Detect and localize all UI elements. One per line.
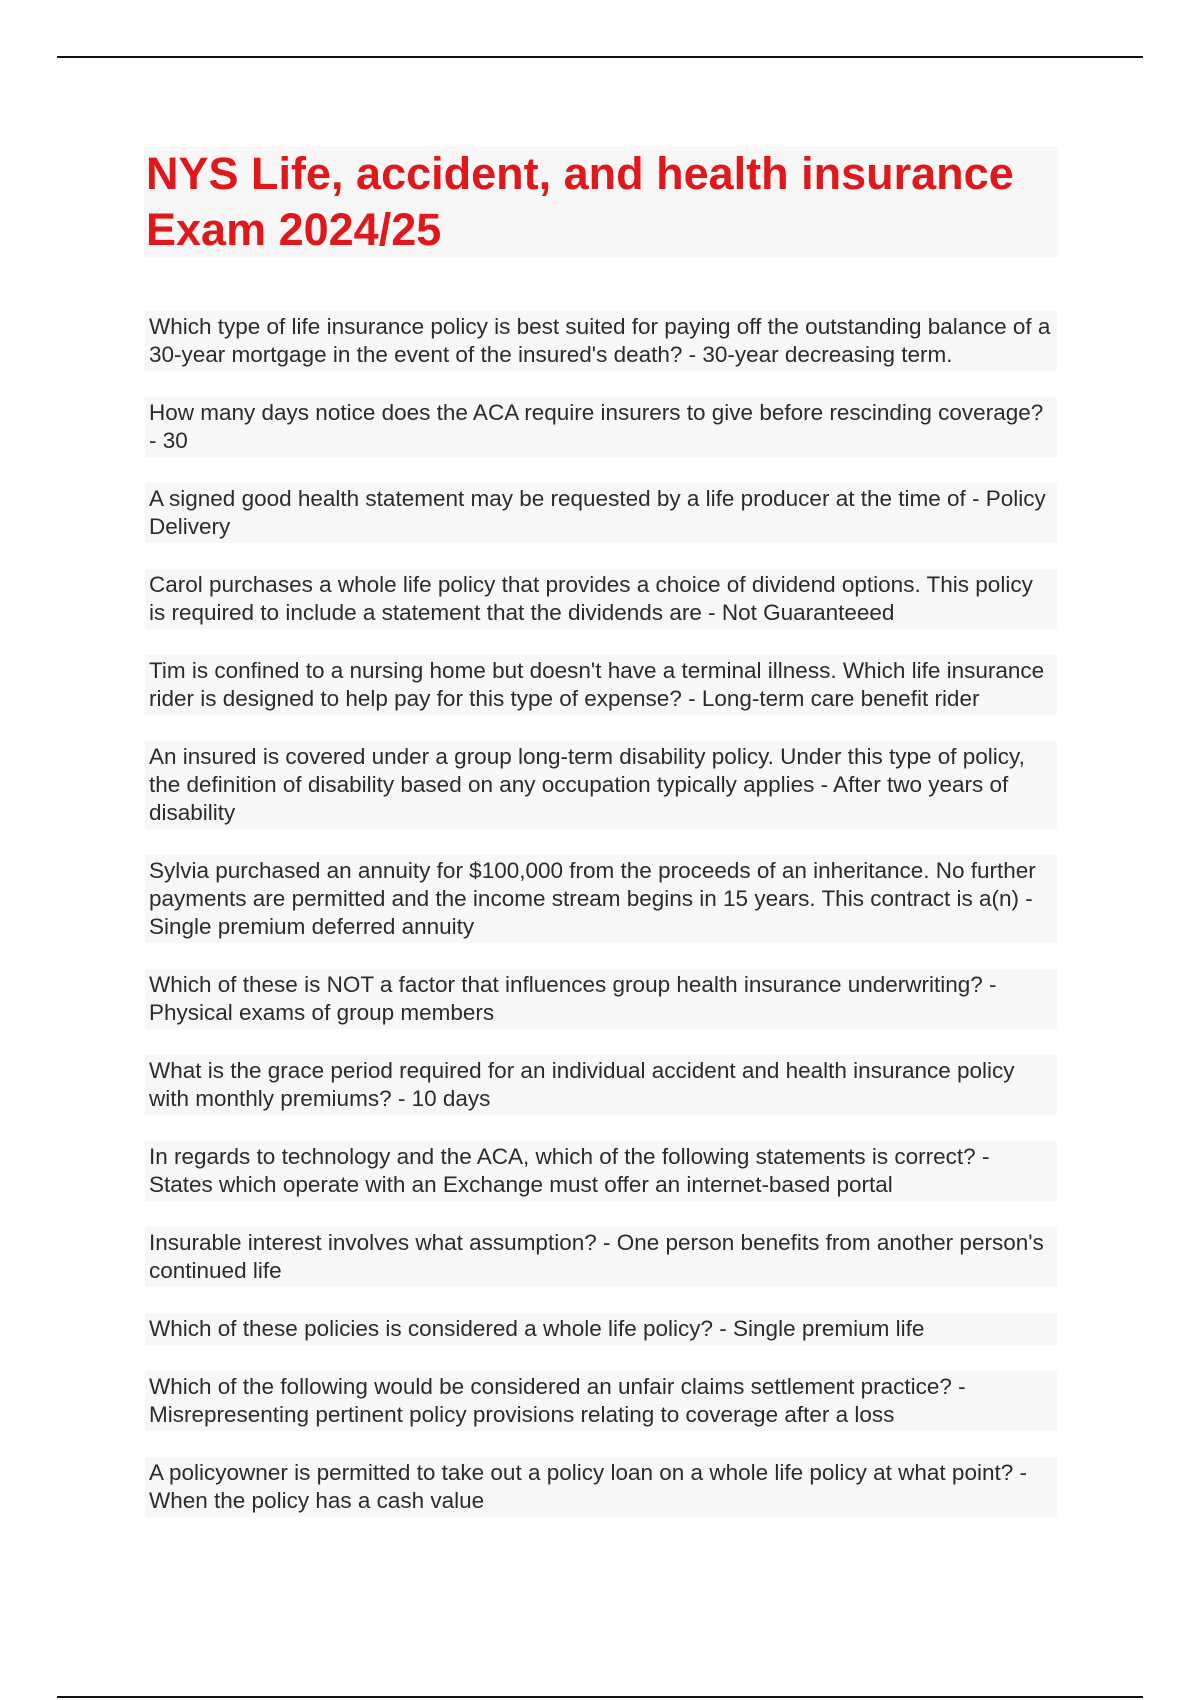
question-item: Which type of life insurance policy is best suited for paying off the outstanding balance of a 30-year mortgage in the event of the insured's death? - 30-year decreasing term. xyxy=(145,311,1057,371)
top-divider xyxy=(57,56,1143,58)
question-item: Which of these is NOT a factor that influences group health insurance underwriting? - Physical exams of group members xyxy=(145,969,1057,1029)
document-title: NYS Life, accident, and health insurance Exam 2024/25 xyxy=(146,148,1014,255)
question-item: How many days notice does the ACA require insurers to give before rescinding coverage? - 30 xyxy=(145,397,1057,457)
question-item: A policyowner is permitted to take out a policy loan on a whole life policy at what point? - When the policy has a cash value xyxy=(145,1457,1057,1517)
question-item: Which of these policies is considered a whole life policy? - Single premium life xyxy=(145,1313,1057,1345)
question-item: Insurable interest involves what assumption? - One person benefits from another person's continued life xyxy=(145,1227,1057,1287)
question-item: An insured is covered under a group long-term disability policy. Under this type of policy, the definition of disability based on any occupation typically applies - After two years of disability xyxy=(145,741,1057,829)
title-block xyxy=(144,146,1058,257)
question-item: In regards to technology and the ACA, which of the following statements is correct? - States which operate with an Exchange must offer an internet-based portal xyxy=(145,1141,1057,1201)
question-item: What is the grace period required for an individual accident and health insurance policy with monthly premiums? - 10 days xyxy=(145,1055,1057,1115)
question-item: Tim is confined to a nursing home but doesn't have a terminal illness. Which life insurance rider is designed to help pay for this type of expense? - Long-term care benefit rider xyxy=(145,655,1057,715)
question-item: A signed good health statement may be requested by a life producer at the time of - Policy Delivery xyxy=(145,483,1057,543)
question-list xyxy=(145,311,1057,1543)
question-item: Which of the following would be considered an unfair claims settlement practice? - Misrepresenting pertinent policy provisions relating to coverage after a loss xyxy=(145,1371,1057,1431)
question-item: Sylvia purchased an annuity for $100,000 from the proceeds of an inheritance. No further payments are permitted and the income stream begins in 15 years. This contract is a(n) - Single premium deferred annuity xyxy=(145,855,1057,943)
question-item: Carol purchases a whole life policy that provides a choice of dividend options. This policy is required to include a statement that the dividends are - Not Guaranteeed xyxy=(145,569,1057,629)
bottom-divider xyxy=(57,1696,1143,1698)
